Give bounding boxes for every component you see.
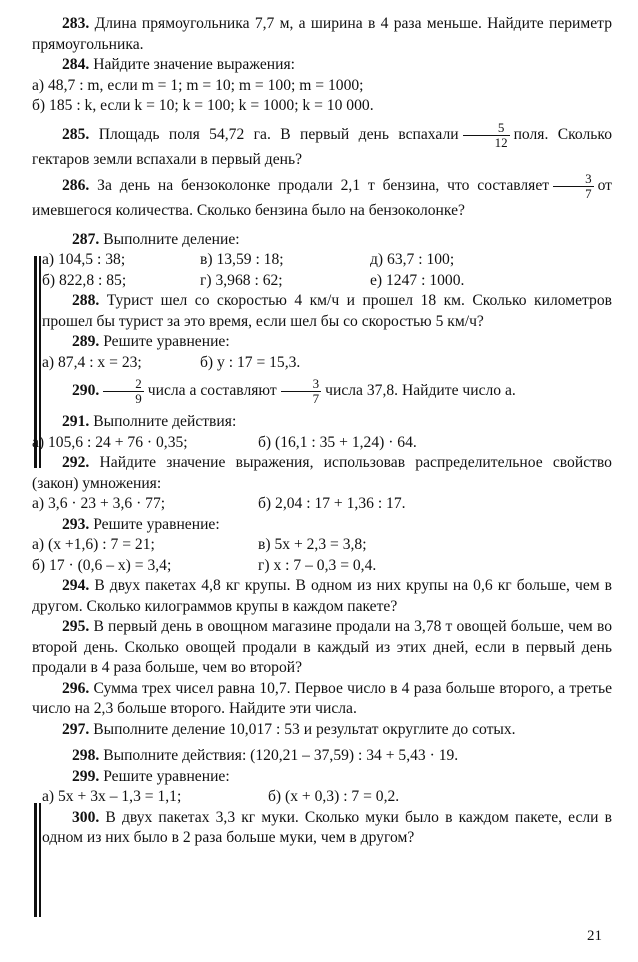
problem-number: 283. <box>62 15 90 32</box>
fraction-numerator: 3 <box>553 172 594 187</box>
problem-291-items <box>32 433 612 454</box>
problem-number: 298. <box>72 747 100 764</box>
problem-text: Найдите значение выражения, использовав распределительное свойство (закон) умножения: <box>32 454 612 492</box>
problem-289-items <box>42 353 612 374</box>
page-content <box>32 14 612 849</box>
fraction-denominator: 9 <box>135 391 142 406</box>
problem-text: числа a составляют <box>147 382 277 400</box>
item: а) 5x + 3x – 1,3 = 1,1; <box>42 788 182 805</box>
problem-number: 299. <box>72 767 100 785</box>
item: а) (x +1,6) : 7 = 21; <box>32 536 155 553</box>
problem-number: 297. <box>62 720 90 738</box>
problem-289 <box>42 332 612 353</box>
item: е) 1247 : 1000. <box>370 271 465 289</box>
fraction <box>281 377 322 406</box>
problem-293-row-1 <box>32 535 612 556</box>
problem-293 <box>32 515 612 536</box>
problem-284-b: б) 185 : k, если k = 10; k = 100; k = 1000; k = 10 000. <box>32 97 374 114</box>
fraction-numerator: 2 <box>103 377 144 392</box>
problem-text: Решите уравнение: <box>103 767 230 785</box>
problem-text: В первый день в овощном магазине продали на 3,78 т овощей больше, чем во второй день. Сколько овощей продали в каждый из этих дней, если в первый день продали в 4 раза больше, чем во второй? <box>32 618 612 676</box>
problem-number: 300. <box>72 808 100 826</box>
item: г) 3,968 : 62; <box>200 271 283 289</box>
problem-285 <box>32 121 612 171</box>
problem-300 <box>42 808 612 849</box>
item: д) 63,7 : 100; <box>370 251 455 268</box>
block-298-300 <box>32 746 612 849</box>
problem-text: Турист шел со скоростью 4 км/ч и прошел 18 км. Сколько километров прошел бы турист за это время, если шел бы со скоростью 5 км/ч? <box>42 292 613 330</box>
item: в) 5x + 2,3 = 3,8; <box>258 536 367 553</box>
problem-287-row-1 <box>42 250 612 271</box>
problem-text: Решите уравнение: <box>93 515 220 533</box>
problem-text: Площадь поля 54,72 га. В первый день вспахали <box>98 125 459 143</box>
problem-296 <box>32 679 612 720</box>
fraction-denominator: 7 <box>585 186 592 201</box>
problem-287 <box>42 230 612 251</box>
problem-text: Выполните деление: <box>103 230 240 248</box>
fraction <box>553 172 594 201</box>
problem-292-items <box>32 494 612 515</box>
problem-295 <box>32 617 612 679</box>
problem-number: 285. <box>62 125 90 143</box>
item: а) 3,6 · 23 + 3,6 · 77; <box>32 495 166 512</box>
problem-number: 288. <box>72 292 100 309</box>
problem-number: 287. <box>72 230 100 248</box>
page-number: 21 <box>587 928 602 944</box>
problem-number: 284. <box>62 56 90 73</box>
problem-number: 294. <box>62 577 90 594</box>
problem-text: Длина прямоугольника 7,7 м, а ширина в 4 раза меньше. Найдите периметр прямоугольника. <box>32 15 612 53</box>
problem-text: Решите уравнение: <box>103 333 230 350</box>
problem-number: 286. <box>62 177 90 195</box>
problem-284-a: а) 48,7 : m, если m = 1; m = 10; m = 100; m = 1000; <box>32 76 364 94</box>
problem-text: За день на бензоколонке продали 2,1 т бензина, что составляет <box>97 177 550 195</box>
problem-number: 291. <box>62 413 90 430</box>
problem-number: 290. <box>72 382 100 400</box>
fraction-denominator: 7 <box>312 391 320 406</box>
problem-284 <box>32 55 612 76</box>
problem-text: Найдите значение выражения: <box>93 56 295 73</box>
fraction <box>463 121 510 150</box>
problem-288 <box>42 291 612 332</box>
problem-text: поля. Сколько гектаров земли вспахали в первый день? <box>32 125 612 168</box>
problem-text: Выполните деление 10,017 : 53 и результат округлите до сотых. <box>93 720 516 738</box>
fraction <box>103 377 144 406</box>
problem-298 <box>42 746 612 767</box>
problem-text: В двух пакетах 4,8 кг крупы. В одном из них крупы на 0,6 кг больше, чем в другом. Сколько килограммов крупы в каждом пакете? <box>32 577 613 615</box>
fraction-denominator: 12 <box>494 134 508 150</box>
problem-283 <box>32 14 612 55</box>
item: а) 87,4 : x = 23; <box>42 353 142 371</box>
item: б) 822,8 : 85; <box>42 271 127 289</box>
problem-number: 295. <box>62 618 90 635</box>
problem-text: от имевшегося количества. Сколько бензина было на бензоколонке? <box>32 177 612 219</box>
problem-text: В двух пакетах 3,3 кг муки. Сколько муки было в каждом пакете, если в одном из них было в 2 раза больше муки, чем в другом? <box>42 808 612 846</box>
problem-number: 292. <box>62 454 90 471</box>
problem-text: Выполните действия: <box>93 413 237 430</box>
problem-291 <box>32 412 612 433</box>
item: б) (16,1 : 35 + 1,24) · 64. <box>258 433 417 451</box>
item: а) 104,5 : 38; <box>42 251 126 268</box>
item: б) 2,04 : 17 + 1,36 : 17. <box>258 495 406 512</box>
problem-text: числа 37,8. Найдите число a. <box>325 382 516 400</box>
problem-297 <box>32 720 612 741</box>
item: в) 13,59 : 18; <box>200 251 284 268</box>
problem-294 <box>32 576 612 617</box>
fraction-numerator: 3 <box>281 377 322 392</box>
problem-293-row-2 <box>32 556 612 577</box>
item: б) (x + 0,3) : 7 = 0,2. <box>268 788 400 805</box>
problem-299-items <box>42 787 612 808</box>
problem-number: 293. <box>62 515 90 533</box>
problem-text: Сумма трех чисел равна 10,7. Первое число в 4 раза больше второго, а третье число на 2,3 больше второго. Найдите эти числа. <box>32 679 612 717</box>
fraction-numerator: 5 <box>463 121 510 136</box>
problem-number: 289. <box>72 333 100 350</box>
item: б) y : 17 = 15,3. <box>200 353 301 371</box>
problem-number: 296. <box>62 679 90 697</box>
problem-text: Выполните действия: (120,21 – 37,59) : 34 + 5,43 · 19. <box>103 747 459 764</box>
block-287-290 <box>32 230 612 407</box>
item: а) 105,6 : 24 + 76 · 0,35; <box>32 433 188 451</box>
item: б) 17 · (0,6 – x) = 3,4; <box>32 556 172 574</box>
problem-290 <box>42 377 612 406</box>
problem-287-row-2 <box>42 271 612 292</box>
problem-286 <box>32 172 612 222</box>
problem-299 <box>42 767 612 788</box>
item: г) x : 7 – 0,3 = 0,4. <box>258 556 377 574</box>
problem-292 <box>32 453 612 494</box>
